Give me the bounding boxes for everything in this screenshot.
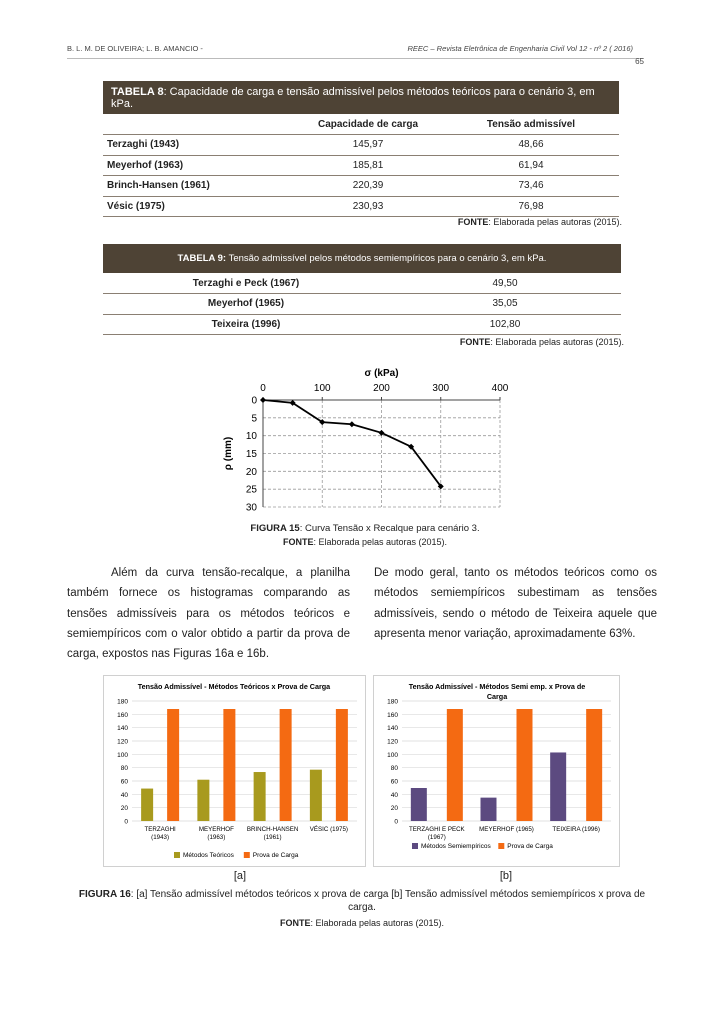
table8-tens: 61,94	[443, 155, 619, 176]
series-line	[263, 400, 441, 486]
table9-title: Tensão admissível pelos métodos semiempíricos para o cenário 3, em kPa.	[226, 253, 547, 264]
data-point	[379, 430, 385, 436]
figure16-fonte	[67, 918, 657, 928]
table9-title-bar	[103, 244, 621, 273]
y-tick-label: 20	[390, 805, 398, 813]
caption-text: : Curva Tensão x Recalque para cenário 3.	[299, 523, 480, 534]
y-tick-label: 0	[251, 395, 257, 407]
category-label: (1967)	[427, 834, 446, 841]
bar-method	[254, 772, 266, 821]
y-tick-label: 160	[117, 711, 128, 719]
bar-method	[550, 752, 566, 821]
table9-value: 35,05	[389, 294, 621, 315]
header-authors: B. L. M. DE OLIVEIRA; L. B. AMANCIO -	[67, 44, 203, 53]
table8-tens: 73,46	[443, 176, 619, 197]
table9-value: 49,50	[389, 273, 621, 294]
table8-cap: 230,93	[293, 196, 443, 217]
table8-col-tensao: Tensão admissível	[443, 114, 619, 135]
y-tick-label: 20	[120, 805, 128, 813]
table-row	[103, 273, 621, 294]
legend-label: Prova de Carga	[252, 852, 299, 859]
category-label: VÉSIC (1975)	[309, 826, 348, 833]
category-label: TERZAGHI E PECK	[408, 826, 465, 833]
figure16-label-b: [b]	[499, 870, 513, 882]
running-header	[67, 44, 641, 53]
y-tick-label: 180	[387, 698, 398, 706]
bar-method	[310, 770, 322, 821]
caption-label: FIGURA 15	[250, 523, 300, 534]
y-tick-label: 180	[117, 698, 128, 706]
table8-method: Brinch-Hansen (1961)	[103, 176, 293, 197]
legend-swatch	[412, 843, 418, 849]
category-label: TERZAGHI	[144, 826, 176, 833]
fonte-label: FONTE	[457, 217, 489, 227]
y-tick-label: 120	[387, 738, 398, 746]
page-number: 65	[635, 57, 644, 66]
header-rule	[67, 58, 644, 59]
table8-method: Vésic (1975)	[103, 196, 293, 217]
table8-fonte	[458, 217, 622, 227]
figure16-label-a: [a]	[233, 870, 247, 882]
y-tick-label: 140	[117, 725, 128, 733]
category-label: MEYERHOF (1965)	[479, 826, 534, 833]
category-label: (1963)	[207, 834, 226, 841]
y-tick-label: 100	[117, 751, 128, 759]
y-tick-label: 10	[245, 431, 257, 443]
header-journal: REEC – Revista Eletrônica de Engenharia Civil Vol 12 - nº 2 ( 2016)	[407, 44, 633, 53]
figure15-chart	[200, 360, 530, 520]
table8-cap: 185,81	[293, 155, 443, 176]
fonte-text: : Elaborada pelas autoras (2015).	[488, 217, 622, 227]
bar-prova	[517, 709, 533, 821]
x-tick-label: 100	[313, 383, 331, 394]
figure16b-box	[373, 675, 620, 867]
data-point	[260, 397, 266, 403]
y-tick-label: 40	[390, 791, 398, 799]
bar-prova	[167, 709, 179, 821]
y-tick-label: 60	[390, 778, 398, 786]
table8-method: Meyerhof (1963)	[103, 155, 293, 176]
figure16a-chart	[104, 676, 365, 866]
body-paragraph-right: De modo geral, tanto os métodos teóricos como os métodos semiempíricos subestimam as tensões admissíveis, sendo o método de Teixeira aquele que apresenta menor variação, aproximadamente 63%.	[374, 567, 657, 640]
bar-prova	[223, 709, 235, 821]
y-tick-label: 40	[120, 791, 128, 799]
legend-swatch	[244, 852, 250, 858]
legend-swatch	[174, 852, 180, 858]
y-tick-label: 100	[387, 751, 398, 759]
table8-label: TABELA 8	[111, 85, 164, 98]
fonte-text: : Elaborada pelas autoras (2015).	[310, 918, 445, 928]
table8	[103, 114, 619, 217]
table9-value: 102,80	[389, 314, 621, 335]
table9-label: TABELA 9:	[177, 253, 227, 264]
legend-label: Métodos Teóricos	[183, 852, 234, 859]
bar-prova	[280, 709, 292, 821]
y-tick-label: 0	[124, 818, 128, 826]
y-tick-label: 30	[245, 502, 257, 514]
y-tick-label: 140	[387, 725, 398, 733]
fonte-text: : Elaborada pelas autoras (2015).	[490, 337, 624, 347]
bar-method	[141, 789, 153, 821]
chart-title: Tensão Admissível - Métodos Semi emp. x Prova de	[408, 682, 586, 691]
table8-header-row	[103, 114, 619, 135]
figure16a-box	[103, 675, 366, 867]
table-row	[103, 294, 621, 315]
bar-prova	[586, 709, 602, 821]
table-row	[103, 135, 619, 156]
table-row	[103, 196, 619, 217]
table8-title: : Capacidade de carga e tensão admissível pelos métodos teóricos para o cenário 3, em kPa.	[111, 85, 595, 110]
x-tick-label: 200	[373, 383, 390, 394]
fonte-label: FONTE	[279, 918, 311, 928]
caption-text: : [a] Tensão admissível métodos teóricos x prova de carga [b] Tensão admissível métodos semiempíricos x prova de carga.	[130, 889, 646, 913]
table-row	[103, 176, 619, 197]
y-axis-label: ρ (mm)	[223, 436, 234, 471]
y-tick-label: 5	[251, 413, 257, 425]
table9-method: Terzaghi e Peck (1967)	[103, 273, 389, 294]
table9	[103, 273, 621, 335]
category-label: MEYERHOF	[198, 826, 234, 833]
legend-label: Métodos Semiempíricos	[421, 843, 491, 850]
bar-method	[411, 788, 427, 821]
category-label: (1943)	[151, 834, 170, 841]
figure16b-chart	[374, 676, 619, 866]
table8-title-bar	[103, 81, 619, 114]
bar-method	[197, 780, 209, 821]
bar-prova	[336, 709, 348, 821]
legend-label: Prova de Carga	[507, 843, 553, 850]
figure15-caption	[160, 523, 570, 534]
legend-swatch	[498, 843, 504, 849]
table-row	[103, 314, 621, 335]
y-tick-label: 15	[245, 449, 257, 460]
fonte-label: FONTE	[459, 337, 491, 347]
table8-method: Terzaghi (1943)	[103, 135, 293, 156]
y-tick-label: 60	[120, 778, 128, 786]
data-point	[349, 421, 355, 427]
body-paragraph-left: Além da curva tensão-recalque, a planilha também fornece os histogramas comparando as tensões admissíveis para os métodos teóricos e semiempíricos com o valor obtido a partir da prova de carga, expostos nas Figuras 16a e 16b.	[67, 567, 350, 661]
y-tick-label: 0	[394, 818, 398, 826]
y-tick-label: 80	[390, 765, 398, 773]
x-tick-label: 0	[260, 383, 266, 394]
x-axis-label: σ (kPa)	[364, 368, 399, 379]
y-tick-label: 160	[387, 711, 398, 719]
figure16-caption	[67, 888, 657, 914]
table8-cap: 145,97	[293, 135, 443, 156]
bar-prova	[447, 709, 463, 821]
caption-label: FIGURA 16	[78, 889, 131, 900]
table9-fonte	[460, 337, 624, 347]
y-tick-label: 120	[117, 738, 128, 746]
chart-title: Tensão Admissível - Métodos Teóricos x Prova de Carga	[137, 682, 331, 691]
table8-tens: 48,66	[443, 135, 619, 156]
table8-cap: 220,39	[293, 176, 443, 197]
table-row	[103, 155, 619, 176]
y-tick-label: 20	[245, 466, 257, 478]
fonte-text: : Elaborada pelas autoras (2015).	[313, 537, 448, 547]
table8-col-capacidade: Capacidade de carga	[293, 114, 443, 135]
category-label: TEIXEIRA (1996)	[552, 826, 600, 833]
category-label: (1961)	[263, 834, 282, 841]
table9-method: Meyerhof (1965)	[103, 294, 389, 315]
table8-tens: 76,98	[443, 196, 619, 217]
chart-title: Carga	[486, 692, 508, 701]
figure15-fonte	[160, 537, 570, 547]
table9-method: Teixeira (1996)	[103, 314, 389, 335]
y-tick-label: 80	[120, 765, 128, 773]
bar-method	[481, 798, 497, 821]
x-tick-label: 400	[491, 383, 509, 394]
x-tick-label: 300	[432, 383, 450, 394]
y-tick-label: 25	[245, 484, 257, 496]
fonte-label: FONTE	[282, 537, 314, 547]
category-label: BRINCH-HANSEN	[246, 826, 299, 833]
